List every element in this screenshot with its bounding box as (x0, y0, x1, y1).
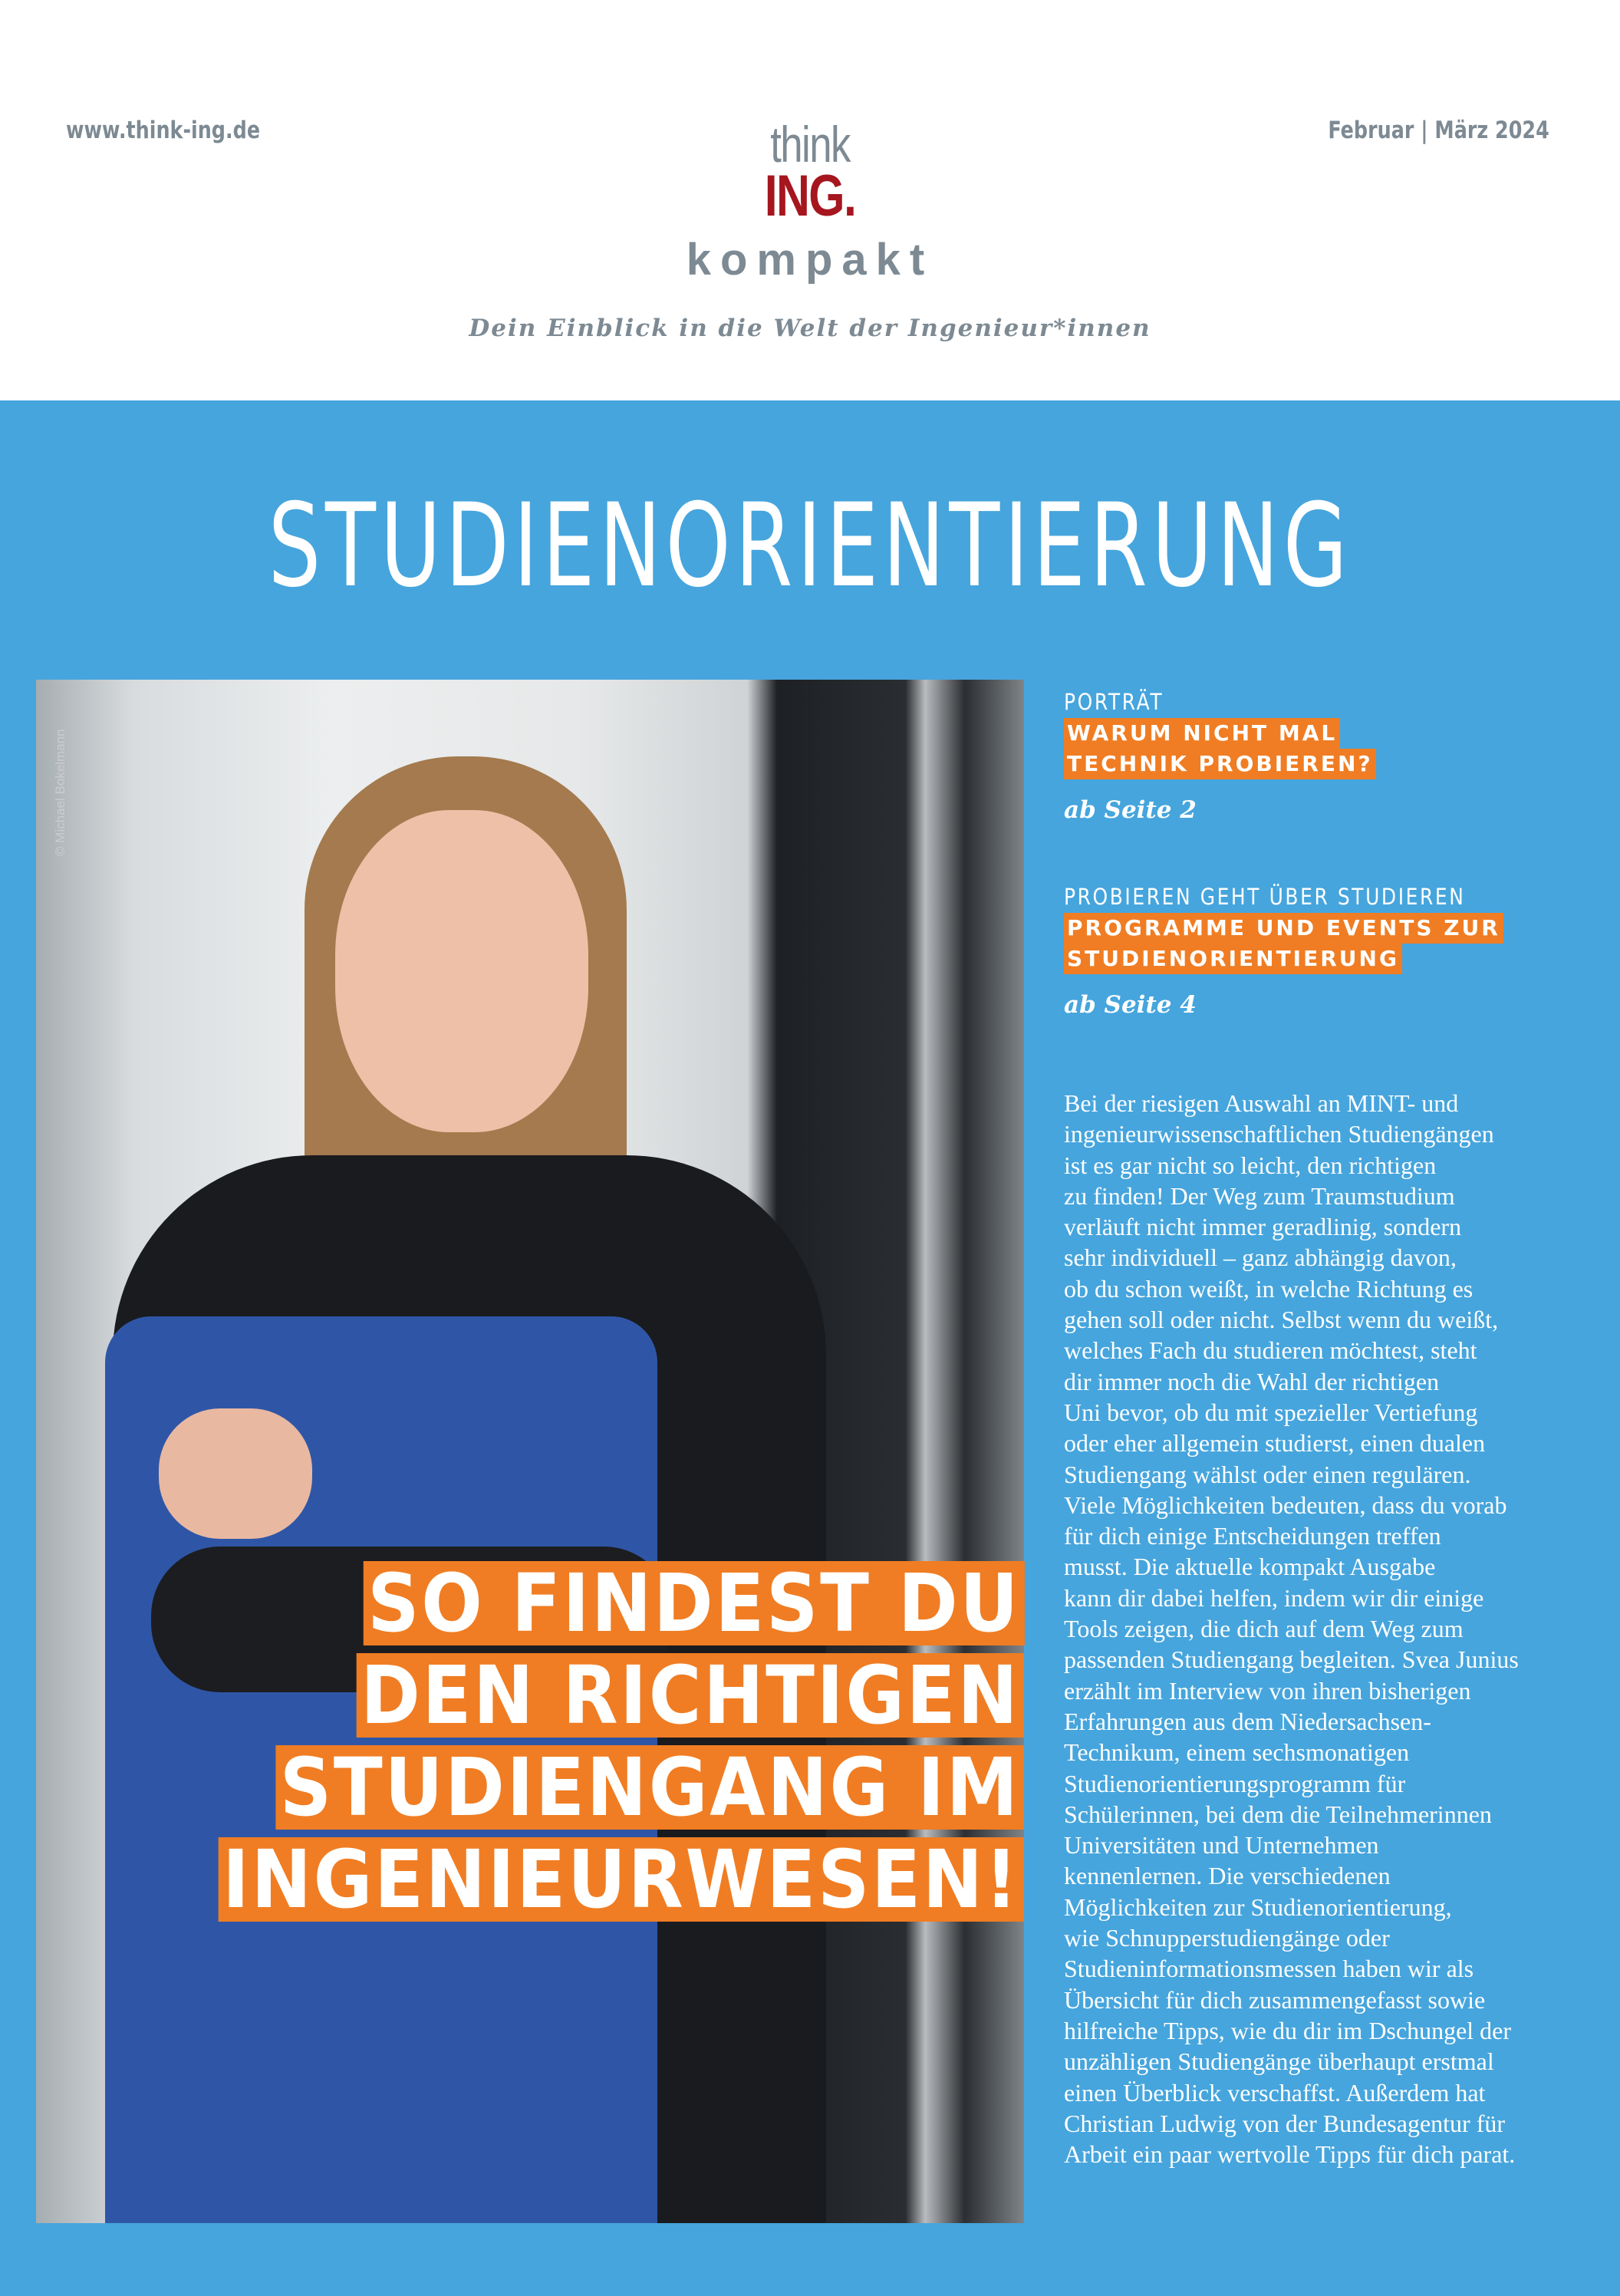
cover-headline (129, 1556, 1024, 1929)
headline-line: INGENIEURWESEN! (219, 1837, 1024, 1922)
body-line: ingenieurwissenschaftlichen Studiengängen (1064, 1120, 1494, 1148)
headline-line: DEN RICHTIGEN (357, 1653, 1024, 1738)
body-line: Schülerinnen, bei dem die Teilnehmerinnen (1064, 1800, 1492, 1828)
body-line: Studieninformationsmessen haben wir als (1064, 1955, 1474, 1983)
body-line: Studiengang wählst oder einen regulären. (1064, 1460, 1471, 1488)
body-line: einen Überblick verschaffst. Außerdem hat (1064, 2078, 1486, 2107)
logo-ing: ING. (764, 163, 856, 229)
body-line: ist es gar nicht so leicht, den richtigen (1064, 1151, 1437, 1179)
body-line: unzähligen Studiengänge überhaupt erstmal (1064, 2047, 1494, 2076)
tagline: Dein Einblick in die Welt der Ingenieur*innen (469, 315, 1151, 342)
body-line: sehr individuell – ganz abhängig davon, (1064, 1244, 1457, 1272)
teaser-portrait[interactable] (1064, 689, 1585, 824)
teaser-title: TECHNIK PROBIEREN? (1064, 749, 1376, 779)
body-line: verläuft nicht immer geradlinig, sondern (1064, 1213, 1462, 1241)
body-line: Übersicht für dich zusammengefasst sowie (1064, 1985, 1486, 2014)
body-line: Tools zeigen, die dich auf dem Weg zum (1064, 1615, 1464, 1643)
page-title: STUDIENORIENTIERUNG (268, 479, 1352, 613)
teaser-title: WARUM NICHT MAL (1064, 718, 1340, 749)
body-line: welches Fach du studieren möchtest, steht (1064, 1336, 1477, 1365)
photo-face (335, 810, 588, 1132)
teaser-programme[interactable] (1064, 884, 1585, 1019)
body-line: kann dir dabei helfen, indem wir dir einige (1064, 1583, 1484, 1612)
masthead (0, 0, 1620, 400)
cover-photo (36, 680, 1024, 2223)
body-line: oder eher allgemein studierst, einen dualen (1064, 1429, 1486, 1458)
photo-credit: © Michael Bokelmann (53, 729, 68, 856)
body-line: Technikum, einem sechsmonatigen (1064, 1738, 1410, 1767)
body-line: wie Schnupperstudiengänge oder (1064, 1924, 1390, 1952)
body-line: Uni bevor, ob du mit spezieller Vertiefung (1064, 1398, 1478, 1426)
body-line: kennenlernen. Die verschiedenen (1064, 1862, 1391, 1890)
body-line: Christian Ludwig von der Bundesagentur für (1064, 2109, 1505, 2137)
headline-line: STUDIENGANG IM (275, 1745, 1024, 1830)
body-line: zu finden! Der Weg zum Traumstudium (1064, 1181, 1455, 1210)
teaser-page: ab Seite 2 (1064, 796, 1197, 824)
logo-think: think (770, 116, 850, 173)
body-line: musst. Die aktuelle kompakt Ausgabe (1064, 1553, 1436, 1581)
body-line: dir immer noch die Wahl der richtigen (1064, 1367, 1440, 1395)
body-line: Viele Möglichkeiten bedeuten, dass du vorab (1064, 1491, 1507, 1519)
body-line: gehen soll oder nicht. Selbst wenn du weißt, (1064, 1306, 1499, 1334)
teaser-column (1064, 689, 1585, 1019)
teaser-page: ab Seite 4 (1064, 991, 1197, 1019)
logo-kompakt: kompakt (686, 235, 934, 285)
teaser-title: STUDIENORIENTIERUNG (1064, 944, 1402, 974)
teaser-title: PROGRAMME UND EVENTS ZUR (1064, 913, 1503, 944)
body-line: für dich einige Entscheidungen treffen (1064, 1522, 1441, 1550)
teaser-kicker: PORTRÄT (1064, 689, 1164, 715)
body-line: Universitäten und Unternehmen (1064, 1831, 1379, 1860)
body-line: Möglichkeiten zur Studienorientierung, (1064, 1892, 1452, 1921)
body-line: Arbeit ein paar wertvolle Tipps für dich parat. (1064, 2140, 1516, 2169)
website-url[interactable]: www.think-ing.de (66, 117, 261, 144)
body-line: Bei der riesigen Auswahl an MINT- und (1064, 1089, 1459, 1117)
teaser-kicker: PROBIEREN GEHT ÜBER STUDIEREN (1064, 884, 1466, 910)
body-line: ob du schon weißt, in welche Richtung es (1064, 1274, 1473, 1303)
body-line: hilfreiche Tipps, wie du dir im Dschungel der (1064, 2016, 1512, 2044)
body-line: erzählt im Interview von ihren bisherigen (1064, 1676, 1471, 1705)
photo-hand (159, 1408, 312, 1539)
body-line: Studienorientierungsprogramm für (1064, 1769, 1406, 1797)
body-line: passenden Studiengang begleiten. Svea Junius (1064, 1645, 1519, 1674)
intro-text (1064, 1088, 1585, 2169)
headline-line: SO FINDEST DU (363, 1561, 1024, 1645)
issue-date: Februar | März 2024 (1328, 117, 1549, 144)
body-line: Erfahrungen aus dem Niedersachsen- (1064, 1707, 1431, 1735)
